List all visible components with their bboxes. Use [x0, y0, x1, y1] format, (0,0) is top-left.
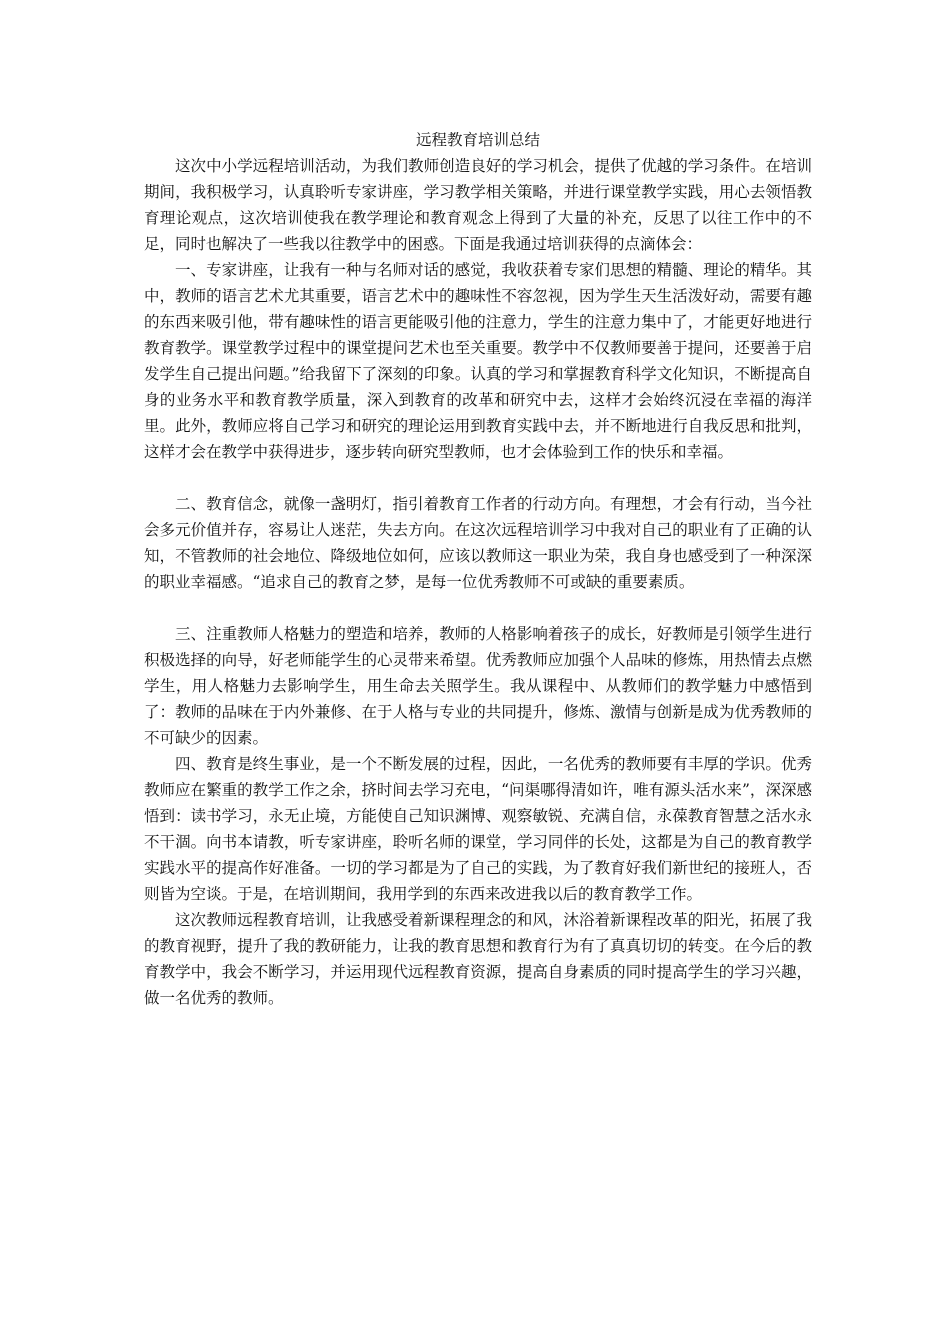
- paragraph-spacer: [144, 595, 812, 621]
- paragraph-section-3: 三、注重教师人格魅力的塑造和培养，教师的人格影响着孩子的成长，好教师是引领学生进行积极选择的向导，好老师能学生的心灵带来希望。优秀教师应加强个人品味的修炼，用热情去点燃学生，用人格魅力去影响学生，用生命去关照学生。我从课程中、从教师们的教学魅力中感悟到了：教师的品味在于内外兼修、在于人格与专业的共同提升，修炼、激情与创新是成为优秀教师的不可缺少的因素。: [144, 625, 812, 747]
- paragraph-intro: 这次中小学远程培训活动，为我们教师创造良好的学习机会，提供了优越的学习条件。在培训期间，我积极学习，认真聆听专家讲座，学习教学相关策略，并进行课堂教学实践，用心去领悟教育理论观点，这次培训使我在教学理论和教育观念上得到了大量的补充，反思了以往工作中的不足，同时也解决了一些我以往教学中的困惑。下面是我通过培训获得的点滴体会：: [144, 157, 812, 253]
- paragraph-section-4: 四、教育是终生事业，是一个不断发展的过程，因此，一名优秀的教师要有丰厚的学识。优秀教师应在繁重的教学工作之余，挤时间去学习充电，“问渠哪得清如许，唯有源头活水来”，深深感悟到：读书学习，永无止境，方能使自己知识渊博、观察敏锐、充满自信，永葆教育智慧之活水永不干涸。向书本请教，听专家讲座，聆听名师的课堂，学习同伴的长处，这都是为自己的教育教学实践水平的提高作好准备。一切的学习都是为了自己的实践，为了教育好我们新世纪的接班人，否则皆为空谈。于是，在培训期间，我用学到的东西来改进我以后的教育教学工作。: [144, 755, 812, 903]
- paragraph-conclusion: 这次教师远程教育培训，让我感受着新课程理念的和风，沐浴着新课程改革的阳光，拓展了我的教育视野，提升了我的教研能力，让我的教育思想和教育行为有了真真切切的转变。在今后的教育教学中，我会不断学习，并运用现代远程教育资源，提高自身素质的同时提高学生的学习兴趣，做一名优秀的教师。: [144, 911, 812, 1007]
- paragraph-spacer: [144, 465, 812, 491]
- document-title: 远程教育培训总结: [415, 131, 540, 149]
- document-body: [144, 127, 812, 1011]
- paragraph-section-2: 二、教育信念，就像一盏明灯，指引着教育工作者的行动方向。有理想，才会有行动，当今社会多元价值并存，容易让人迷茫，失去方向。在这次远程培训学习中我对自己的职业有了正确的认知，不管教师的社会地位、降级地位如何，应该以教师这一职业为荣，我自身也感受到了一种深深的职业幸福感。“追求自己的教育之梦，是每一位优秀教师不可或缺的重要素质。: [144, 495, 812, 591]
- paragraph-section-1: 一、专家讲座，让我有一种与名师对话的感觉，我收获着专家们思想的精髓、理论的精华。其中，教师的语言艺术尤其重要，语言艺术中的趣味性不容忽视，因为学生天生活泼好动，需要有趣的东西来吸引他，带有趣味性的语言更能吸引他的注意力，学生的注意力集中了，才能更好地进行教育教学。课堂教学过程中的课堂提问艺术也至关重要。教学中不仅教师要善于提问，还要善于启发学生自己提出问题。”给我留下了深刻的印象。认真的学习和掌握教育科学文化知识，不断提高自身的业务水平和教育教学质量，深入到教育的改革和研究中去，这样才会始终沉浸在幸福的海洋里。此外，教师应将自己学习和研究的理论运用到教育实践中去，并不断地进行自我反思和批判，这样才会在教学中获得进步，逐步转向研究型教师，也才会体验到工作的快乐和幸福。: [144, 261, 812, 461]
